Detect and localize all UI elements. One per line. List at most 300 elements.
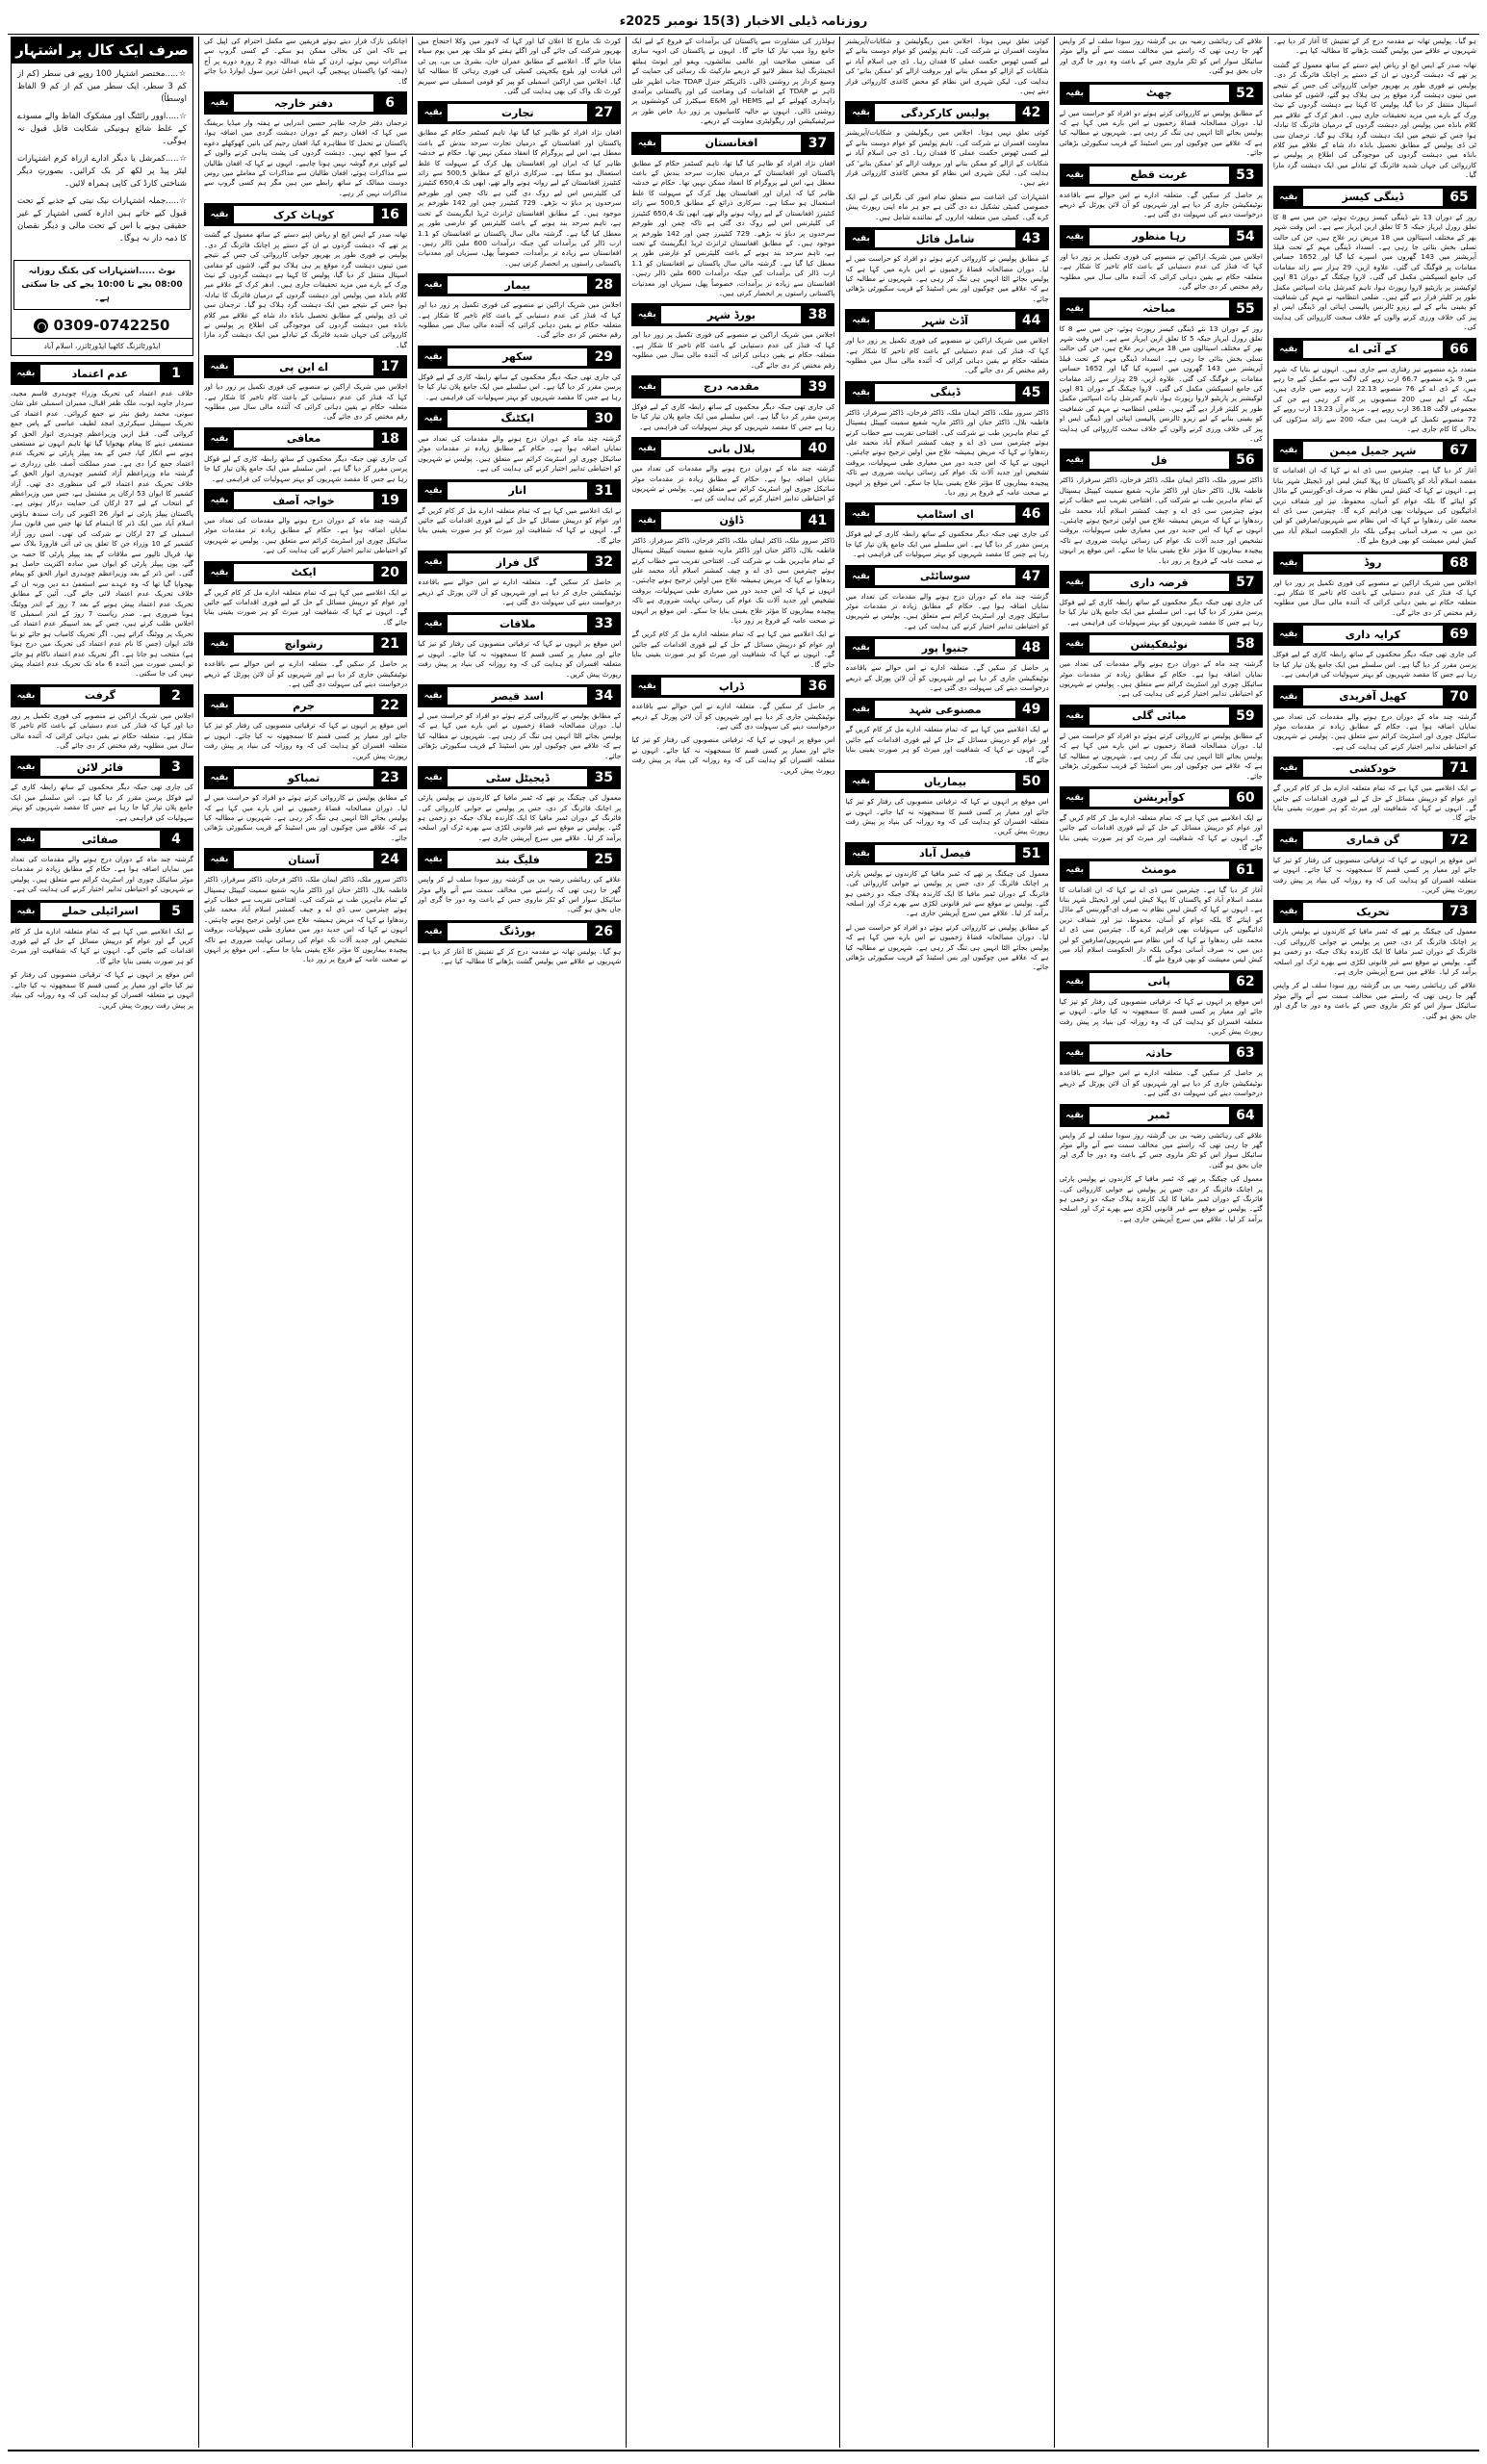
article-text: کی جاری تھی جبکہ دیگر محکموں کے ساتھ رابطہ کاری کے لیے فوکل پرسن مقرر کر دیا گیا ہے۔ اس سلسلے میں ایک جامع پلان تیار کیا جا رہا ہے جس کا مقصد شہریوں کو بہتر سہولیات کی فراہمی ہے۔: [1272, 650, 1476, 680]
continuation-number: 3: [160, 757, 192, 778]
article-text: پر حاصل کر سکیں گے۔ متعلقہ ادارے نے اس حوالے سے باقاعدہ نوٹیفکیشن جاری کر دیا ہے اور شہریوں کو آن لائن پورٹل کے ذریعے درخواست دینے کی سہولت دی گئی ہے۔: [203, 659, 408, 689]
continuation-header[interactable]: [204, 427, 407, 450]
continuation-number: 19: [373, 490, 406, 511]
baqia-label: بقیہ: [419, 274, 448, 295]
ad-rule-item: ☆.....جملہ اشتہارات نیک نیتی کے جذبے کے تحت قبول کیے جاتے ہیں ادارہ کسی اشتہار کے غیر حقیقی ہونے یا اس کے تحت مالی و دیگر نقصان کا ذمہ دار نہ ہوگا۔: [16, 196, 187, 244]
article-text: کے مطابق پولیس نے کارروائی کرتے ہوئے دو افراد کو حراست میں لے لیا۔ دوران مصالحانہ قضاۃ زخمیوں نے اس بارے میں کہا ہے کہ پولیس بجائے الٹا انہیں ہی تنگ کر رہی ہے۔ شہریوں نے مطالبہ کیا ہے کہ علاقے میں چوکیوں اور بس اسٹینڈ کے قریب سکیورٹی بڑھائی جائے۔: [845, 922, 1049, 972]
baqia-label: بقیہ: [205, 92, 234, 114]
ad-booking-timing: نوٹ .....اشتہارات کی بکنگ روزانہ 08:00 بجے تا 10:00 بجے کی جا سکتی ہے۔: [13, 260, 191, 310]
continuation-number: 51: [1015, 843, 1048, 864]
column-1: [1268, 37, 1481, 2448]
continuation-header[interactable]: [1060, 859, 1263, 882]
continuation-header[interactable]: [631, 509, 834, 532]
article-text: گزشتہ چند ماہ کے دوران درج ہونے والے مقدمات کی تعداد میں نمایاں اضافہ ہوا ہے۔ حکام کے مطابق زیادہ تر مقدمات موٹر سائیکل چوری اور اسٹریٹ کرائم سے متعلق ہیں۔ پولیس نے شہریوں کو احتیاطی تدابیر اختیار کرنے کی ہدایت کی ہے۔: [10, 855, 193, 894]
continuation-number: 39: [801, 376, 833, 398]
article-text: پر حاصل کر سکیں گے۔ متعلقہ ادارے نے اس حوالے سے باقاعدہ نوٹیفکیشن جاری کر دیا ہے اور شہریوں کو آن لائن پورٹل کے ذریعے درخواست دینے کی سہولت دی گئی ہے۔: [418, 578, 622, 607]
article-text: آغاز کر دیا گیا ہے۔ چیئرمین سی ڈی اے نے کہا کہ ان اقدامات کا مقصد اسلام آباد کو پاکستان کا پہلا کیش لیس اور ڈیجیٹل شہر بنانا ہے۔ انہوں نے کہا کہ کیش لیس نظام نہ صرف ای-گورننس کے ماڈل کو اپنائے گا بلکہ عوام کو آسان، محفوظ، تیز اور شفاف ترین ادائیگیوں کی سہولیات بھی فراہم کرے گا۔ چیئرمین سی ڈی اے محمد علی رندھاوا نے کہا کہ اس نظام سے شہریوں/صارفین کو لین دین میں نہ صرف آسانی ہوگی بلکہ دار الحکومت اسلام آباد میں کیش لیس معیشت کو بھی فروغ ملے گا۔: [1272, 466, 1476, 546]
article-text: کے مطابق پولیس نے کارروائی کرتے ہوئے دو افراد کو حراست میں لے لیا۔ دوران مصالحانہ قضاۃ زخمیوں نے اس بارے میں کہا ہے کہ پولیس بجائے الٹا انہیں ہی تنگ کر رہی ہے۔ شہریوں نے مطالبہ کیا ہے کہ علاقے میں چوکیوں اور بس اسٹینڈ کے قریب سکیورٹی بڑھائی جائے۔: [1059, 731, 1263, 781]
article-text: اس موقع پر انہوں نے کہا کہ ترقیاتی منصوبوں کی رفتار کو تیز کیا جائے اور معیار پر کسی قسم کا سمجھوتہ نہ کیا جائے۔ انہوں نے متعلقہ افسران کو ہدایت کی کہ وہ روزانہ کی بنیاد پر پیش رفت رپورٹ پیش کریں۔: [203, 721, 408, 760]
continuation-title: ایکٹنگ: [448, 410, 587, 427]
continuation-header[interactable]: [1060, 164, 1263, 187]
continuation-number: 33: [587, 613, 620, 634]
baqia-label: بقیہ: [1061, 1042, 1090, 1064]
article-text: کے مطابق پولیس نے کارروائی کرتے ہوئے دو افراد کو حراست میں لے لیا۔ دوران مصالحانہ قضاۃ زخمیوں نے اس بارے میں کہا ہے کہ پولیس بجائے الٹا انہیں ہی تنگ کر رہی ہے۔ شہریوں نے مطالبہ کیا ہے کہ علاقے میں چوکیوں اور بس اسٹینڈ کے قریب سکیورٹی بڑھائی جائے۔: [203, 793, 408, 842]
article-text: کے مطابق پولیس نے کارروائی کرتے ہوئے دو افراد کو حراست میں لے لیا۔ دوران مصالحانہ قضاۃ زخمیوں نے اس بارے میں کہا ہے کہ پولیس بجائے الٹا انہیں ہی تنگ کر رہی ہے۔ شہریوں نے مطالبہ کیا ہے کہ علاقے میں چوکیوں اور بس اسٹینڈ کے قریب سکیورٹی بڑھائی جائے۔: [845, 254, 1049, 303]
baqia-label: بقیہ: [632, 510, 661, 531]
article-text: اجلاس میں شریک اراکین نے منصوبے کی فوری تکمیل پر زور دیا اور کہا کہ فنڈز کی عدم دستیابی کے باعث کام تاخیر کا شکار ہے۔ متعلقہ حکام نے یقین دہانی کرائی کہ آئندہ مالی سال میں مطلوبہ رقم مختص کر دی جائے گی۔: [1059, 251, 1263, 292]
continuation-title: روڈ: [1303, 554, 1443, 572]
baqia-label: بقیہ: [1061, 449, 1090, 471]
baqia-label: بقیہ: [1274, 830, 1303, 851]
article-text: گزشتہ چند ماہ کے دوران درج ہونے والے مقدمات کی تعداد میں نمایاں اضافہ ہوا ہے۔ حکام کے مطابق زیادہ تر مقدمات موٹر سائیکل چوری اور اسٹریٹ کرائم سے متعلق ہیں۔ پولیس نے شہریوں کو احتیاطی تدابیر اختیار کرنے کی ہدایت کی ہے۔: [845, 591, 1049, 630]
continuation-header[interactable]: [845, 698, 1048, 721]
continuation-title: تمباکو: [234, 769, 373, 786]
continuation-title: جنیوا پور: [875, 639, 1014, 656]
article-text: کورٹ تک مارچ کا اعلان کیا اور کہا کہ لاہور میں وکلا احتجاج میں بھرپور شرکت کی جائے گی اور اگلے ہفتے کو ملک بھر میں یوم سیاہ منایا جائے گا۔ اعلامیے کے مطابق عمران خان، بشریٰ بی بی، پی ٹی آئی قیادت اور بلوچ یکجہتی کمیٹی کی فوری رہائی کا مطالبہ کیا گیا۔ اجلاس میں اراکین اسمبلی کو پیر کو قومی اسمبلی سے سپریم کورٹ تک واک کی بھی ہدایت کی گئی۔: [418, 37, 622, 96]
article-text: اجلاس میں شریک اراکین نے منصوبے کی فوری تکمیل پر زور دیا اور کہا کہ فنڈز کی عدم دستیابی کے باعث کام تاخیر کا شکار ہے۔ متعلقہ حکام نے یقین دہانی کرائی کہ آئندہ مالی سال میں مطلوبہ رقم مختص کر دی جائے گی۔: [203, 382, 408, 422]
continuation-header[interactable]: [204, 489, 407, 512]
continuation-number: 53: [1229, 165, 1262, 186]
article-text: اس موقع پر انہوں نے کہا کہ ترقیاتی منصوبوں کی رفتار کو تیز کیا جائے اور معیار پر کسی قسم کا سمجھوتہ نہ کیا جائے۔ انہوں نے متعلقہ افسران کو ہدایت کی کہ وہ روزانہ کی بنیاد پر پیش رفت رپورٹ پیش کریں۔: [10, 970, 193, 1010]
baqia-label: بقیہ: [12, 901, 40, 922]
continuation-header[interactable]: [418, 346, 621, 369]
continuation-title: دفتر خارجہ: [234, 94, 373, 112]
continuation-header[interactable]: [845, 502, 1048, 526]
continuation-header[interactable]: [418, 684, 621, 707]
baqia-label: بقیہ: [632, 676, 661, 697]
continuation-header[interactable]: [204, 848, 407, 871]
article-text: معمول کی چیکنگ پر تھے کہ ٹمبر مافیا کے کارندوں نے پولیس پارٹی پر اچانک فائرنگ کر دی، جس پر پولیس نے جوابی کارروائی کی۔ فائرنگ کے دوران ٹمبر مافیا کا ایک کارندہ ہلاک جبکہ دو زخمی ہو گئے۔ پولیس نے موقع سے غیر قانونی لکڑی سے بھرے ٹرک اور اسلحہ برآمد کر لیا۔ علاقے میں سرچ آپریشن جاری ہے۔: [1272, 927, 1476, 976]
continuation-title: کوہاٹ کرک: [234, 206, 373, 223]
continuation-title: خواجہ آصف: [234, 492, 373, 509]
continuation-header[interactable]: [1273, 623, 1476, 646]
baqia-label: بقیہ: [1061, 226, 1090, 247]
continuation-header[interactable]: [1273, 439, 1476, 462]
continuation-title: ڈینگی کیسز: [1303, 189, 1443, 206]
baqia-label: بقیہ: [846, 382, 875, 403]
baqia-label: بقیہ: [12, 363, 40, 384]
continuation-header[interactable]: [418, 766, 621, 789]
continuation-header[interactable]: [418, 848, 621, 871]
baqia-label: بقیہ: [205, 767, 234, 788]
continuation-title: کے آئی اے: [1303, 341, 1443, 358]
continuation-title: تجارت: [448, 104, 587, 121]
continuation-number: 31: [587, 480, 620, 501]
ad-rule-item: ☆.....مختصر اشتہار 100 روپے فی سطر (کم از کم 3 سطر، ایک سطر میں کم از کم 9 الفاظ اوسطاً): [16, 69, 187, 104]
baqia-label: بقیہ: [1274, 624, 1303, 645]
article-text: ڈاکٹر سرور ملک، ڈاکٹر ایمان ملک، ڈاکٹر فرحان، ڈاکٹر سرفراز، ڈاکٹر فاطمہ بلال، ڈاکٹر حنان اور ڈاکٹر ماریہ شفیع سمیت کیپیٹل ہسپتال کے تمام ماہرین طب نے شرکت کی۔ افتتاحی تقریب سے خطاب کرتے ہوئے چیئرمین سی ڈی اے و چیف کمشنر اسلام آباد محمد علی رندھاوا نے کہا کہ مریض ہمیشہ علاج میں اولین ترجیح ہونے چاہئیں۔ انہوں نے کہا کہ اس جدید دور میں معیاری طبی سہولیات، بروقت تشخیص اور جدید آلات تک عوام کی رسائی نہایت ضروری ہے تاکہ پیچیدہ بیماریوں کا مؤثر علاج یقینی بنایا جا سکے۔ اس موقع پر انہوں نے صحت عامہ کے فروغ پر زور دیا۔: [845, 407, 1049, 497]
continuation-number: 17: [373, 356, 406, 377]
continuation-title: فیصل آباد: [875, 845, 1014, 862]
continuation-header[interactable]: [1060, 1104, 1263, 1127]
continuation-header[interactable]: [204, 203, 407, 226]
column-4: [626, 37, 839, 2448]
continuation-title: کوآپریشن: [1090, 789, 1229, 807]
continuation-header[interactable]: [204, 561, 407, 584]
continuation-header[interactable]: [418, 612, 621, 635]
baqia-label: بقیہ: [846, 699, 875, 720]
continuation-title: ڈیجیٹل سٹی: [448, 769, 587, 786]
continuation-header[interactable]: [845, 309, 1048, 332]
baqia-label: بقیہ: [1061, 1105, 1090, 1126]
continuation-header[interactable]: [845, 227, 1048, 250]
continuation-header[interactable]: [631, 375, 834, 398]
continuation-title: جرم: [234, 697, 373, 714]
baqia-label: بقیہ: [1274, 187, 1303, 208]
continuation-title: بیمار: [448, 276, 587, 294]
continuation-number: 68: [1443, 552, 1475, 574]
article-text: کے مطابق پولیس نے کارروائی کرتے ہوئے دو افراد کو حراست میں لے لیا۔ دوران مصالحانہ قضاۃ زخمیوں نے اس بارے میں کہا ہے کہ پولیس بجائے الٹا انہیں ہی تنگ کر رہی ہے۔ شہریوں نے مطالبہ کیا ہے کہ علاقے میں چوکیوں اور بس اسٹینڈ کے قریب سکیورٹی بڑھائی جائے۔: [1059, 108, 1263, 158]
baqia-label: بقیہ: [12, 685, 40, 706]
article-text: افغان نژاد افراد کو ظاہر کیا گیا تھا، تاہم کسٹمز حکام کے مطابق پاکستان اور افغانستان کے درمیان تجارت سرحد بندش کے باعث معطل ہے، اس لیے پروگرام کا انعقاد ممکن نہیں تھا۔ حکام نے خدشہ ظاہر کیا کہ ایران اور افغانستان پھل کرک کے سہولت کا غلط استعمال ہو سکتا ہے۔ سرکاری ذرائع کے مطابق 500,5 سے زائد کنٹینرز افغانستان کے لیے روانہ ہونے والے تھے، ابھی تک 650,4 کنٹینرز کی کلیئرنس اس لیے روک دی گئی ہے تاکہ چمن اور طورخم سرحدوں پر دباؤ نہ بڑھے۔ 729 کنٹینرز چمن اور 142 طورخم پر موجود ہیں۔ کے مطابق افغانستان ٹرانزٹ ٹریڈ ایگریمنٹ کے تحت ہے، تاہم سرحد بند ہونے کے باعث کلیئرنس کو عارضی طور پر معطل کیا گیا ہے۔ گزشتہ مالی سال پاکستان نے افغانستان کو 1.1 ارب ڈالر کی برآمدات کیں جبکہ درآمدات 600 ملین ڈالر رہیں۔ افغانستان سے زیادہ تر برآمدات، خصوصاً پھل، سبزیاں اور معدنیات پاکستانی راستوں پر انحصار کرتی ہیں۔: [631, 158, 835, 297]
continuation-title: فل: [1090, 451, 1229, 469]
continuation-number: 52: [1229, 83, 1262, 104]
continuation-header[interactable]: [1273, 900, 1476, 923]
article-text: پر حاصل کر سکیں گے۔ متعلقہ ادارے نے اس حوالے سے باقاعدہ نوٹیفکیشن جاری کر دیا ہے اور شہریوں کو آن لائن پورٹل کے ذریعے درخواست دینے کی سہولت دی گئی ہے۔: [1059, 190, 1263, 219]
baqia-label: بقیہ: [419, 102, 448, 123]
continuation-header[interactable]: [1273, 186, 1476, 209]
continuation-number: 72: [1443, 830, 1475, 851]
continuation-number: 46: [1015, 503, 1048, 525]
continuation-number: 70: [1443, 686, 1475, 707]
baqia-label: بقیہ: [846, 771, 875, 792]
continuation-header[interactable]: [1060, 786, 1263, 809]
continuation-title: ٹمبر: [1090, 1107, 1229, 1124]
continuation-number: 47: [1015, 566, 1048, 587]
baqia-label: بقیہ: [632, 304, 661, 325]
baqia-label: بقیہ: [1061, 971, 1090, 992]
continuation-number: 44: [1015, 310, 1048, 331]
continuation-title: معافی: [234, 430, 373, 448]
baqia-label: بقیہ: [632, 133, 661, 154]
continuation-title: غربت قطع: [1090, 167, 1229, 184]
continuation-header[interactable]: [631, 675, 834, 698]
column-7-ad: [6, 37, 198, 2448]
continuation-header[interactable]: [1060, 82, 1263, 105]
baqia-label: بقیہ: [1061, 572, 1090, 593]
article-text: نے ایک اعلامیے میں کہا ہے کہ تمام متعلقہ ادارے مل کر کام کریں گے اور عوام کو درپیش مسائل کے حل کے لیے فوری اقدامات کیے جائیں گے۔ انہوں نے کہا کہ شفافیت اور میرٹ کو ہر صورت یقینی بنایا جائے گا۔: [1059, 812, 1263, 853]
article-text: روز کے دوران 13 نئے ڈینگی کیسز رپورٹ ہوئے، جن میں سے 8 کا تعلق رورل ایریاز جبکہ 5 کا تعلق اربن ایریاز سے ہے۔ اس وقت شہر بھر کے مختلف اسپتالوں میں 18 مریض زیر علاج ہیں، جن کی حالت تسلی بخش بتائی جا رہی ہے۔ انسداد ڈینگی مہم کے تحت فیلڈ آپریشنز میں 143 گھروں میں اسپرے کیا گیا اور 1652 حساس مقامات پر فوگنگ کی گئی۔ علاوہ ازیں، 29 ہزار سے زائد مقامات کی جامع انسپکشن مکمل کی گئی۔ لاروا چیکنگ کے دوران 81 اوپن لوکیشنز پر پازیٹیو لاروا رپورٹ ہوا، تاہم کمرشل ہاٹ اسپاٹس مکمل طور پر کلیئر قرار دیے گئے ہیں۔ ضلعی انتظامیہ نے مہم کی شفافیت کو یقینی بنانے کے لیے زیرو ٹالرنس پالیسی اپنائی اور ڈینگی ایس او پیز کی خلاف ورزی کرنے والوں کے خلاف سخت کارروائی کی ہدایت کی۔: [1272, 212, 1476, 332]
continuation-number: 45: [1015, 382, 1048, 403]
continuation-header[interactable]: [631, 437, 834, 460]
baqia-label: بقیہ: [846, 637, 875, 658]
baqia-label: بقیہ: [205, 849, 234, 870]
continuation-title: چھٹ: [1090, 85, 1229, 102]
baqia-label: بقیہ: [846, 310, 875, 331]
baqia-label: بقیہ: [205, 490, 234, 511]
article-text: گزشتہ چند ماہ کے دوران درج ہونے والے مقدمات کی تعداد میں نمایاں اضافہ ہوا ہے۔ حکام کے مطابق زیادہ تر مقدمات موٹر سائیکل چوری اور اسٹریٹ کرائم سے متعلق ہیں۔ پولیس نے شہریوں کو احتیاطی تدابیر اختیار کرنے کی ہدایت کی ہے۔: [1059, 659, 1263, 699]
continuation-header[interactable]: [418, 101, 621, 124]
whatsapp-icon: [34, 319, 48, 333]
baqia-label: بقیہ: [205, 428, 234, 449]
continuation-header[interactable]: [204, 694, 407, 717]
continuation-title: فائر لائن: [40, 758, 160, 776]
article-text: علاقے کی رہائشی رضیہ بی بی گزشتہ روز سودا سلف لے کر واپس گھر جا رہی تھی کہ راستے میں مخالف سمت سے آنے والے موٹر سائیکل سوار اس کو ٹکر ماروی جس کے باعث وہ دور جا گری اور جاں بحق ہو گئی۔: [1059, 37, 1263, 76]
continuation-number: 49: [1015, 699, 1048, 720]
article-text: آغاز کر دیا گیا ہے۔ چیئرمین سی ڈی اے نے کہا کہ ان اقدامات کا مقصد اسلام آباد کو پاکستان کا پہلا کیش لیس اور ڈیجیٹل شہر بنانا ہے۔ انہوں نے کہا کہ کیش لیس نظام نہ صرف ای-گورننس کے ماڈل کو اپنائے گا بلکہ عوام کو آسان، محفوظ، تیز اور شفاف ترین ادائیگیوں کی سہولیات بھی فراہم کرے گا۔ چیئرمین سی ڈی اے محمد علی رندھاوا نے کہا کہ اس نظام سے شہریوں/صارفین کو لین دین میں نہ صرف آسانی ہوگی بلکہ دار الحکومت اسلام آباد میں کیش لیس معیشت کو بھی فروغ ملے گا۔: [1059, 885, 1263, 964]
continuation-header[interactable]: [418, 479, 621, 502]
article-text: کی جاری تھی جبکہ دیگر محکموں کے ساتھ رابطہ کاری کے لیے فوکل پرسن مقرر کر دیا گیا ہے۔ اس سلسلے میں ایک جامع پلان تیار کیا جا رہا ہے جس کا مقصد شہریوں کو بہتر سہولیات کی فراہمی ہے۔: [10, 783, 193, 822]
continuation-title: ملاقات: [448, 615, 587, 632]
continuation-number: 67: [1443, 440, 1475, 461]
continuation-title: گرفت: [40, 687, 160, 705]
continuation-number: 4: [160, 829, 192, 850]
continuation-header[interactable]: [845, 101, 1048, 124]
continuation-title: کرایہ داری: [1303, 626, 1443, 643]
article-text: اس موقع پر انہوں نے کہا کہ ترقیاتی منصوبوں کی رفتار کو تیز کیا جائے اور معیار پر کسی قسم کا سمجھوتہ نہ کیا جائے۔ انہوں نے متعلقہ افسران کو ہدایت کی کہ وہ روزانہ کی بنیاد پر پیش رفت رپورٹ پیش کریں۔: [845, 797, 1049, 836]
continuation-number: 59: [1229, 706, 1262, 727]
continuation-number: 16: [373, 204, 406, 225]
article-text: نے ایک اعلامیے میں کہا ہے کہ تمام متعلقہ ادارے مل کر کام کریں گے اور عوام کو درپیش مسائل کے حل کے لیے فوری اقدامات کیے جائیں گے۔ انہوں نے کہا کہ شفافیت اور میرٹ کو ہر صورت یقینی بنایا جائے گا۔: [845, 725, 1049, 764]
article-text: تھانہ صدر کے ایس ایچ او ریاض اپنے دستے کے ساتھ معمول کے گشت پر تھے کہ دہشت گردوں نے ان کے دستے پر اچانک فائرنگ کر دی۔ پولیس نے فوری طور پر بھرپور جوابی کارروائی کی جس کے نتیجے میں تینوں دہشت گرد موقع پر ہی ہلاک ہو گئے، لاشوں کو مقامی اسپتال منتقل کر دیا گیا، پولیس کا کہنا ہے دہشت گردوں کے نیٹ ورک کے بارے میں مزید تحقیقات جاری ہیں۔ ادھر کرک کے علاقے میر کلام بانڈہ میں پولیس اور دہشت گردوں کے درمیان فائرنگ کا تبادلہ ہوا جس کے نتیجے میں ایک دہشت گرد ہلاک ہو گیا۔ ترجمان سی ٹی ڈی پولیس کے مطابق تحصیل بانڈہ داد شاہ کے علاقے میر کلام بانڈہ میں دہشت گردوں کی موجودگی کی اطلاع پر پولیس نے کارروائی کی جہاں شدید فائرنگ کے تبادلے میں ایک دہشت گرد مارا گیا۔: [203, 230, 408, 349]
article-text: اس موقع پر انہوں نے کہا کہ ترقیاتی منصوبوں کی رفتار کو تیز کیا جائے اور معیار پر کسی قسم کا سمجھوتہ نہ کیا جائے۔ انہوں نے متعلقہ افسران کو ہدایت کی کہ وہ روزانہ کی بنیاد پر پیش رفت رپورٹ پیش کریں۔: [1059, 996, 1263, 1036]
continuation-title: آڈٹ شہر: [875, 312, 1014, 329]
continuation-header[interactable]: [11, 900, 193, 923]
article-text: نے ایک اعلامیے میں کہا ہے کہ تمام متعلقہ ادارے مل کر کام کریں گے اور عوام کو درپیش مسائل کے حل کے لیے فوری اقدامات کیے جائیں گے۔ انہوں نے کہا کہ شفافیت اور میرٹ کو ہر صورت یقینی بنایا جائے گا۔: [1272, 783, 1476, 823]
article-text: پر حاصل کر سکیں گے۔ متعلقہ ادارے نے اس حوالے سے باقاعدہ نوٹیفکیشن جاری کر دیا ہے اور شہریوں کو آن لائن پورٹل کے ذریعے درخواست دینے کی سہولت دی گئی ہے۔: [631, 702, 835, 731]
article-text: گزشتہ چند ماہ کے دوران درج ہونے والے مقدمات کی تعداد میں نمایاں اضافہ ہوا ہے۔ حکام کے مطابق زیادہ تر مقدمات موٹر سائیکل چوری اور اسٹریٹ کرائم سے متعلق ہیں۔ پولیس نے شہریوں کو احتیاطی تدابیر اختیار کرنے کی ہدایت کی ہے۔: [203, 516, 408, 555]
continuation-number: 35: [587, 767, 620, 788]
ad-phone-number: 0309-0742250: [53, 317, 170, 334]
baqia-label: بقیہ: [1061, 83, 1090, 104]
continuation-header[interactable]: [631, 303, 834, 326]
continuation-header[interactable]: [418, 273, 621, 296]
continuation-header[interactable]: [845, 842, 1048, 865]
continuation-header[interactable]: [204, 632, 407, 655]
baqia-label: بقیہ: [419, 552, 448, 573]
baqia-label: بقیہ: [419, 346, 448, 368]
continuation-number: 37: [801, 133, 833, 154]
continuation-header[interactable]: [845, 565, 1048, 588]
article-text: ہو گیا۔ پولیس تھانہ نے مقدمہ درج کر کے تفتیش کا آغاز کر دیا ہے۔ شہریوں نے علاقے میں پولیس گشت بڑھانے کا مطالبہ کیا ہے۔: [1272, 37, 1476, 56]
continuation-title: شہر جمیل میمن: [1303, 442, 1443, 459]
continuation-header[interactable]: [204, 766, 407, 789]
article-text: ترجمان دفتر خارجہ طاہر حسین اندرابی نے ہفتہ وار میڈیا بریفنگ میں کہا کہ افغان رجیم کے دوران دہشت گردی میں اضافہ ہوا، پاکستان نے تحمل کا مظاہرہ کیا، افغان رجیم کی باتیں کھوکھلے دعوے کے سوا کچھ نہیں۔ دہشت گردوں کی پشت پناہی کرنے والوں کے لیے کوئی نرم گوشہ نہیں ہونا چاہیے۔ انہوں نے کہا کہ افغان طالبان سے مذاکرات ہوئے، افغان طالبان سے مذاکرات کے معاملے میں روس دوست ممالک کے ساتھ رابطے میں ہیں مگر ہم کسی گروپ سے مذاکرات نہیں کر رہے۔: [203, 118, 408, 197]
continuation-title: کھیل آفریدی: [1303, 688, 1443, 706]
continuation-number: 32: [587, 552, 620, 573]
article-text: ہو گیا۔ پولیس تھانہ نے مقدمہ درج کر کے تفتیش کا آغاز کر دیا ہے۔ شہریوں نے علاقے میں پولیس گشت بڑھانے کا مطالبہ کیا ہے۔: [418, 946, 622, 966]
continuation-title: انار: [448, 482, 587, 500]
continuation-title: ای اسٹامپ: [875, 505, 1014, 523]
masthead-text: روزنامہ ڈیلی الاخبار (3)15 نومبر 2025ء: [619, 14, 868, 29]
continuation-title: فلیگ بند: [448, 851, 587, 868]
continuation-header[interactable]: [1273, 829, 1476, 852]
continuation-header[interactable]: [11, 756, 193, 779]
baqia-label: بقیہ: [205, 562, 234, 583]
article-text: اجلاس میں شریک اراکین نے منصوبے کی فوری تکمیل پر زور دیا اور کہا کہ فنڈز کی عدم دستیابی کے باعث کام تاخیر کا شکار ہے۔ متعلقہ حکام نے یقین دہانی کرائی کہ آئندہ مالی سال میں مطلوبہ رقم مختص کر دی جائے گی۔: [10, 710, 193, 750]
article-text: نے ایک اعلامیے میں کہا ہے کہ تمام متعلقہ ادارے مل کر کام کریں گے اور عوام کو درپیش مسائل کے حل کے لیے فوری اقدامات کیے جائیں گے۔ انہوں نے کہا کہ شفافیت اور میرٹ کو ہر صورت یقینی بنایا جائے گا۔: [418, 505, 622, 545]
continuation-number: 29: [587, 346, 620, 368]
baqia-label: بقیہ: [1274, 757, 1303, 779]
continuation-title: ڈینگی: [875, 384, 1014, 401]
continuation-title: تحریک: [1303, 903, 1443, 920]
continuation-header[interactable]: [204, 355, 407, 378]
continuation-title: افغانستان: [661, 135, 801, 152]
baqia-label: بقیہ: [846, 503, 875, 525]
article-text: متعدد بڑے منصوبے تیز رفتاری سے جاری ہیں۔ انہوں نے بتایا کہ شہر میں 9 بڑے منصوبے 66.7 ارب روپے کی لاگت سے مکمل کیے جا رہے ہیں، کے ڈی اے کے 76 منصوبے 22.13 ارب روپے میں جاری ہیں، جبکہ کے ایم سی 200 منصوبوں پر کام کر رہی ہے جن کی مجموعی لاگت 36.18 ارب روپے ہے۔ مزید برآں 13.23 ارب روپے کے 72 منصوبے تکمیل کے قریب ہیں جبکہ 200 سے زائد سڑکوں کی بحالی کا کام جاری ہے۔: [1272, 364, 1476, 433]
continuation-header[interactable]: [1060, 970, 1263, 993]
continuation-number: 48: [1015, 637, 1048, 658]
baqia-label: بقیہ: [1274, 339, 1303, 360]
continuation-header[interactable]: [631, 132, 834, 155]
article-text: اس موقع پر انہوں نے کہا کہ ترقیاتی منصوبوں کی رفتار کو تیز کیا جائے اور معیار پر کسی قسم کا سمجھوتہ نہ کیا جائے۔ انہوں نے متعلقہ افسران کو ہدایت کی کہ وہ روزانہ کی بنیاد پر پیش رفت رپورٹ پیش کریں۔: [1272, 855, 1476, 894]
continuation-header[interactable]: [1273, 552, 1476, 575]
article-text: کوئی تعلق نہیں ہوتا۔ اجلاس میں ریگولیشن و شکایات/آپریشنز معاونت افسران نے شرکت کی۔ تاہم پولیس کو عوام دوست بنانے کے لیے کسی ٹھوس حکمت عملی کا فقدان رہا۔ ڈی جی اسلام آباد نے شکایات کے ازالے کو ممکن بنانے اور بروقت ازالے کو 'ممکن بنانے' کی ہدایت کی۔ لیکن شہری اس نظام کو محض کاغذی کارروائی قرار دیتے ہیں۔: [845, 128, 1049, 188]
article-text: گزشتہ چند ماہ کے دوران درج ہونے والے مقدمات کی تعداد میں نمایاں اضافہ ہوا ہے۔ حکام کے مطابق زیادہ تر مقدمات موٹر سائیکل چوری اور اسٹریٹ کرائم سے متعلق ہیں۔ پولیس نے شہریوں کو احتیاطی تدابیر اختیار کرنے کی ہدایت کی ہے۔: [418, 433, 622, 474]
baqia-label: بقیہ: [1274, 686, 1303, 707]
advertisement-box: [11, 37, 193, 356]
continuation-number: 1: [160, 363, 192, 384]
continuation-number: 27: [587, 102, 620, 123]
continuation-header[interactable]: [1273, 338, 1476, 361]
continuation-number: 5: [160, 901, 192, 922]
ad-heading: صرف ایک کال پر اشتہار: [12, 38, 192, 64]
continuation-number: 73: [1443, 901, 1475, 922]
article-text: اچانکی نازک قرار دیتے ہوئے فریقین سے مکمل احترام کی اپیل کی ہے تاکہ امن کی بحالی ممکن ہو سکے۔ کے کسی گروپ سے مذاکرات نہیں ہوئے، اردن کے شاہ عبداللہ دوم 2 روزہ دورے پر آج (ہفتہ کو) پاکستان پہنچیں گے، انہیں اعلیٰ ترین سول ایوارڈ دیا جائے گا۔: [203, 37, 408, 86]
article-text: معمول کی چیکنگ پر تھے کہ ٹمبر مافیا کے کارندوں نے پولیس پارٹی پر اچانک فائرنگ کر دی، جس پر پولیس نے جوابی کارروائی کی۔ فائرنگ کے دوران ٹمبر مافیا کا ایک کارندہ ہلاک جبکہ دو زخمی ہو گئے۔ پولیس نے موقع سے غیر قانونی لکڑی سے بھرے ٹرک اور اسلحہ برآمد کر لیا۔ علاقے میں سرچ آپریشن جاری ہے۔: [1059, 1174, 1263, 1223]
continuation-header[interactable]: [11, 362, 193, 385]
continuation-header[interactable]: [1060, 449, 1263, 472]
article-text: معمول کی چیکنگ پر تھے کہ ٹمبر مافیا کے کارندوں نے پولیس پارٹی پر اچانک فائرنگ کر دی، جس پر پولیس نے جوابی کارروائی کی۔ فائرنگ کے دوران ٹمبر مافیا کا ایک کارندہ ہلاک جبکہ دو زخمی ہو گئے۔ پولیس نے موقع سے غیر قانونی لکڑی سے بھرے ٹرک اور اسلحہ برآمد کر لیا۔ علاقے میں سرچ آپریشن جاری ہے۔: [418, 793, 622, 842]
baqia-label: بقیہ: [205, 356, 234, 377]
continuation-number: 34: [587, 685, 620, 706]
masthead: [6, 0, 1481, 31]
continuation-number: 24: [373, 849, 406, 870]
article-text: پر حاصل کر سکیں گے۔ متعلقہ ادارے نے اس حوالے سے باقاعدہ نوٹیفکیشن جاری کر دیا ہے اور شہریوں کو آن لائن پورٹل کے ذریعے درخواست دینے کی سہولت دی گئی ہے۔: [845, 663, 1049, 693]
article-text: علاقے کی رہائشی رضیہ بی بی گزشتہ روز سودا سلف لے کر واپس گھر جا رہی تھی کہ راستے میں مخالف سمت سے آنے والے موٹر سائیکل سوار اس کو ٹکر ماروی جس کے باعث وہ دور جا گری اور جاں بحق ہو گئی۔: [1272, 981, 1476, 1020]
continuation-title: پانی: [1090, 973, 1229, 990]
article-text: پر حاصل کر سکیں گے۔ متعلقہ ادارے نے اس حوالے سے باقاعدہ نوٹیفکیشن جاری کر دیا ہے اور شہریوں کو آن لائن پورٹل کے ذریعے درخواست دینے کی سہولت دی گئی ہے۔: [1059, 1068, 1263, 1098]
continuation-header[interactable]: [418, 551, 621, 574]
continuation-number: 71: [1443, 757, 1475, 779]
continuation-header[interactable]: [1060, 632, 1263, 655]
column-2: [1054, 37, 1268, 2448]
continuation-number: 65: [1443, 187, 1475, 208]
continuation-title: خودکشی: [1303, 759, 1443, 777]
baqia-label: بقیہ: [12, 829, 40, 850]
article-text: کے مطابق پولیس نے کارروائی کرتے ہوئے دو افراد کو حراست میں لے لیا۔ دوران مصالحانہ قضاۃ زخمیوں نے اس بارے میں کہا ہے کہ پولیس بجائے الٹا انہیں ہی تنگ کر رہی ہے۔ شہریوں نے مطالبہ کیا ہے کہ علاقے میں چوکیوں اور بس اسٹینڈ کے قریب سکیورٹی بڑھائی جائے۔: [418, 711, 622, 760]
continuation-header[interactable]: [204, 91, 407, 115]
continuation-header[interactable]: [1060, 225, 1263, 248]
article-text: کی جاری تھی جبکہ دیگر محکموں کے ساتھ رابطہ کاری کے لیے فوکل پرسن مقرر کر دیا گیا ہے۔ اس سلسلے میں ایک جامع پلان تیار کیا جا رہا ہے جس کا مقصد شہریوں کو بہتر سہولیات کی فراہمی ہے۔: [203, 453, 408, 483]
baqia-label: بقیہ: [419, 767, 448, 788]
baqia-label: بقیہ: [846, 566, 875, 587]
baqia-label: بقیہ: [1061, 633, 1090, 654]
bottom-divider: [8, 2450, 1479, 2451]
baqia-label: بقیہ: [1061, 165, 1090, 186]
continuation-header[interactable]: [1273, 757, 1476, 780]
continuation-number: 23: [373, 767, 406, 788]
continuation-number: 18: [373, 428, 406, 449]
article-text: اس موقع پر انہوں نے کہا کہ ترقیاتی منصوبوں کی رفتار کو تیز کیا جائے اور معیار پر کسی قسم کا سمجھوتہ نہ کیا جائے۔ انہوں نے متعلقہ افسران کو ہدایت کی کہ وہ روزانہ کی بنیاد پر پیش رفت رپورٹ پیش کریں۔: [631, 735, 835, 775]
article-text: کی جاری تھی جبکہ دیگر محکموں کے ساتھ رابطہ کاری کے لیے فوکل پرسن مقرر کر دیا گیا ہے۔ اس سلسلے میں ایک جامع پلان تیار کیا جا رہا ہے جس کا مقصد شہریوں کو بہتر سہولیات کی فراہمی ہے۔: [418, 372, 622, 401]
article-text: کی جاری تھی جبکہ دیگر محکموں کے ساتھ رابطہ کاری کے لیے فوکل پرسن مقرر کر دیا گیا ہے۔ اس سلسلے میں ایک جامع پلان تیار کیا جا رہا ہے جس کا مقصد شہریوں کو بہتر سہولیات کی فراہمی ہے۔: [631, 401, 835, 431]
continuation-header[interactable]: [11, 684, 193, 707]
continuation-number: 66: [1443, 339, 1475, 360]
continuation-number: 40: [801, 438, 833, 459]
ad-agency-footer: ایڈورٹائزنگ کاٹھیا ایڈورٹائزر، اسلام آباد: [12, 338, 192, 355]
article-text: کی جاری تھی جبکہ دیگر محکموں کے ساتھ رابطہ کاری کے لیے فوکل پرسن مقرر کر دیا گیا ہے۔ اس سلسلے میں ایک جامع پلان تیار کیا جا رہا ہے جس کا مقصد شہریوں کو بہتر سہولیات کی فراہمی ہے۔: [1059, 598, 1263, 627]
continuation-header[interactable]: [845, 381, 1048, 404]
top-divider: [8, 34, 1479, 35]
continuation-header[interactable]: [1060, 571, 1263, 594]
baqia-label: بقیہ: [632, 438, 661, 459]
baqia-label: بقیہ: [419, 480, 448, 501]
baqia-label: بقیہ: [12, 757, 40, 778]
ad-phone-row[interactable]: [12, 315, 192, 338]
continuation-header[interactable]: [845, 636, 1048, 659]
continuation-number: 41: [801, 510, 833, 531]
article-text: نے ایک اعلامیے میں کہا ہے کہ تمام متعلقہ ادارے مل کر کام کریں گے اور عوام کو درپیش مسائل کے حل کے لیے فوری اقدامات کیے جائیں گے۔ انہوں نے کہا کہ شفافیت اور میرٹ کو ہر صورت یقینی بنایا جائے گا۔: [10, 926, 193, 965]
article-text: نے ایک اعلامیے میں کہا ہے کہ تمام متعلقہ ادارے مل کر کام کریں گے اور عوام کو درپیش مسائل کے حل کے لیے فوری اقدامات کیے جائیں گے۔ انہوں نے کہا کہ شفافیت اور میرٹ کو ہر صورت یقینی بنایا جائے گا۔: [631, 629, 835, 669]
column-3: [839, 37, 1053, 2448]
baqia-label: بقیہ: [419, 613, 448, 634]
article-text: روز کے دوران 13 نئے ڈینگی کیسز رپورٹ ہوئے، جن میں سے 8 کا تعلق رورل ایریاز جبکہ 5 کا تعلق اربن ایریاز سے ہے۔ اس وقت شہر بھر کے مختلف اسپتالوں میں 18 مریض زیر علاج ہیں، جن کی حالت تسلی بخش بتائی جا رہی ہے۔ انسداد ڈینگی مہم کے تحت فیلڈ آپریشنز میں 143 گھروں میں اسپرے کیا گیا اور 1652 حساس مقامات پر فوگنگ کی گئی۔ علاوہ ازیں، 29 ہزار سے زائد مقامات کی جامع انسپکشن مکمل کی گئی۔ لاروا چیکنگ کے دوران 81 اوپن لوکیشنز پر پازیٹیو لاروا رپورٹ ہوا، تاہم کمرشل ہاٹ اسپاٹس مکمل طور پر کلیئر قرار دیے گئے ہیں۔ ضلعی انتظامیہ نے مہم کی شفافیت کو یقینی بنانے کے لیے زیرو ٹالرنس پالیسی اپنائی اور ڈینگی ایس او پیز کی خلاف ورزی کرنے والوں کے خلاف سخت کارروائی کی ہدایت کی۔: [1059, 323, 1263, 443]
baqia-label: بقیہ: [1061, 860, 1090, 881]
baqia-label: بقیہ: [1274, 552, 1303, 574]
article-text: علاقے کی رہائشی رضیہ بی بی گزشتہ روز سودا سلف لے کر واپس گھر جا رہی تھی کہ راستے میں مخالف سمت سے آنے والے موٹر سائیکل سوار اس کو ٹکر ماروی جس کے باعث وہ دور جا گری اور جاں بحق ہو گئی۔: [1059, 1130, 1263, 1169]
baqia-label: بقیہ: [419, 849, 448, 870]
continuation-number: 30: [587, 408, 620, 429]
continuation-header[interactable]: [1060, 1041, 1263, 1065]
continuation-title: مومنٹ: [1090, 861, 1229, 879]
continuation-number: 63: [1229, 1042, 1262, 1064]
article-text: گزشتہ چند ماہ کے دوران درج ہونے والے مقدمات کی تعداد میں نمایاں اضافہ ہوا ہے۔ حکام کے مطابق زیادہ تر مقدمات موٹر سائیکل چوری اور اسٹریٹ کرائم سے متعلق ہیں۔ پولیس نے شہریوں کو احتیاطی تدابیر اختیار کرنے کی ہدایت کی ہے۔: [1272, 711, 1476, 751]
continuation-title: ڈراپ: [661, 678, 801, 695]
article-text: ڈاکٹر سرور ملک، ڈاکٹر ایمان ملک، ڈاکٹر فرحان، ڈاکٹر سرفراز، ڈاکٹر فاطمہ بلال، ڈاکٹر حنان اور ڈاکٹر ماریہ شفیع سمیت کیپیٹل ہسپتال کے تمام ماہرین طب نے شرکت کی۔ افتتاحی تقریب سے خطاب کرتے ہوئے چیئرمین سی ڈی اے و چیف کمشنر اسلام آباد محمد علی رندھاوا نے کہا کہ مریض ہمیشہ علاج میں اولین ترجیح ہونے چاہئیں۔ انہوں نے کہا کہ اس جدید دور میں معیاری طبی سہولیات، بروقت تشخیص اور جدید آلات تک عوام کی رسائی نہایت ضروری ہے تاکہ پیچیدہ بیماریوں کا مؤثر علاج یقینی بنایا جا سکے۔ اس موقع پر انہوں نے صحت عامہ کے فروغ پر زور دیا۔: [1059, 475, 1263, 565]
continuation-number: 38: [801, 304, 833, 325]
continuation-number: 57: [1229, 572, 1262, 593]
continuation-header[interactable]: [1273, 685, 1476, 708]
continuation-number: 62: [1229, 971, 1262, 992]
continuation-number: 28: [587, 274, 620, 295]
continuation-header[interactable]: [845, 770, 1048, 793]
continuation-header[interactable]: [11, 828, 193, 851]
continuation-header[interactable]: [1060, 297, 1263, 321]
continuation-number: 26: [587, 921, 620, 942]
continuation-title: حادثہ: [1090, 1044, 1229, 1062]
continuation-title: نوٹیفکیشن: [1090, 635, 1229, 653]
article-text: کی جاری تھی جبکہ دیگر محکموں کے ساتھ رابطہ کاری کے لیے فوکل پرسن مقرر کر دیا گیا ہے۔ اس سلسلے میں ایک جامع پلان تیار کیا جا رہا ہے جس کا مقصد شہریوں کو بہتر سہولیات کی فراہمی ہے۔: [845, 529, 1049, 559]
continuation-number: 43: [1015, 228, 1048, 249]
baqia-label: بقیہ: [205, 695, 234, 716]
continuation-number: 64: [1229, 1105, 1262, 1126]
ad-rule-item: ☆.....اوور رائٹنگ اور مشکوک الفاظ والے مسودے کے غلط شائع ہونیکی شکایت قابل قبول نہ ہوگی۔: [16, 112, 187, 146]
continuation-header[interactable]: [1060, 705, 1263, 728]
continuation-title: عدم اعتماد: [40, 365, 160, 382]
continuation-header[interactable]: [418, 407, 621, 430]
continuation-header[interactable]: [418, 920, 621, 943]
continuation-number: 60: [1229, 787, 1262, 808]
continuation-number: 54: [1229, 226, 1262, 247]
continuation-title: اسرائیلی حملے: [40, 903, 160, 920]
continuation-title: سکھر: [448, 348, 587, 366]
column-grid: [6, 37, 1481, 2448]
continuation-number: 61: [1229, 860, 1262, 881]
continuation-title: بورڈ شہر: [661, 306, 801, 323]
baqia-label: بقیہ: [419, 921, 448, 942]
continuation-title: پولیس کارکردگی: [875, 104, 1014, 121]
article-text: علاقے کی رہائشی رضیہ بی بی گزشتہ روز سودا سلف لے کر واپس گھر جا رہی تھی کہ راستے میں مخالف سمت سے آنے والے موٹر سائیکل سوار اس کو ٹکر ماروی جس کے باعث وہ دور جا گری اور جاں بحق ہو گئی۔: [418, 875, 622, 914]
continuation-title: رشوانچ: [234, 635, 373, 653]
baqia-label: بقیہ: [205, 633, 234, 654]
continuation-title: بیماریاں: [875, 773, 1014, 790]
baqia-label: بقیہ: [846, 102, 875, 123]
continuation-title: گل فراز: [448, 553, 587, 571]
continuation-title: اے این پی: [234, 358, 373, 375]
baqia-label: بقیہ: [1274, 901, 1303, 922]
continuation-number: 22: [373, 695, 406, 716]
